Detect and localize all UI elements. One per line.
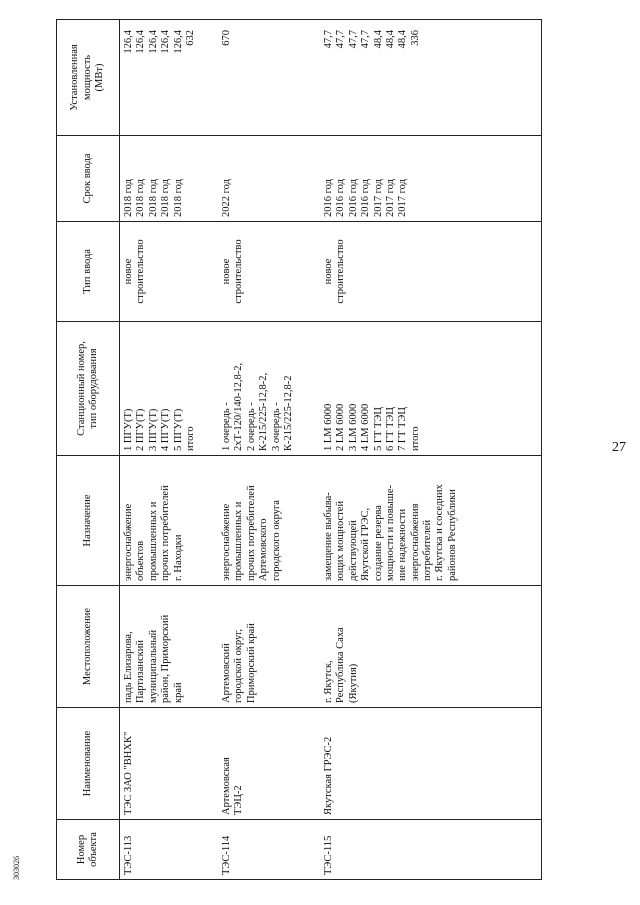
- header-name: Наименование: [57, 708, 120, 820]
- power-plants-table: [56, 19, 542, 880]
- header-equipment: Станционный номер, тип оборудования: [57, 322, 120, 456]
- cell-name: ТЭС ЗАО "ВНХК": [120, 708, 219, 820]
- header-capacity: Установленная мощность (МВт): [57, 20, 120, 136]
- cell-input-type: новое строительство: [218, 222, 320, 322]
- cell-input-type: новое строительство: [120, 222, 219, 322]
- table-row: [320, 20, 542, 880]
- cell-input-date: 2016 год 2016 год 2016 год 2016 год 2017 год 2017 год 2017 год: [320, 136, 542, 222]
- cell-location: г. Якутск, Республика Саха (Якутия): [320, 586, 542, 708]
- cell-location: Артемовский городской округ, Приморский край: [218, 586, 320, 708]
- table-row: [218, 20, 320, 880]
- cell-purpose: энергоснабжение объектов промышленных и прочих потребителей г. Находки: [120, 456, 219, 586]
- rotated-page: [12, 20, 626, 880]
- cell-capacity: 47,7 47,7 47,7 47,7 48,4 48,4 48,4 336: [320, 20, 542, 136]
- header-purpose: Назначение: [57, 456, 120, 586]
- cell-number: ТЭС-113: [120, 820, 219, 880]
- table-header-row: [57, 20, 120, 880]
- cell-equipment: 1 LM 6000 2 LM 6000 3 LM 6000 4 LM 6000 5 ГТ ТЭЦ 6 ГТ ТЭЦ 7 ГТ ТЭЦ итого: [320, 322, 542, 456]
- header-input-type: Тип ввода: [57, 222, 120, 322]
- cell-equipment: 1 очередь - 2хТ-120/140-12,8-2, 2 очередь - К-215/225-12,8-2, 3 очередь - К-215/225-12,8-2: [218, 322, 320, 456]
- cell-name: Якутская ГРЭС-2: [320, 708, 542, 820]
- cell-number: ТЭС-114: [218, 820, 320, 880]
- cell-location: падь Елизарова, Партизанский муниципальный район, Приморский край: [120, 586, 219, 708]
- cell-input-type: новое строительство: [320, 222, 542, 322]
- cell-number: ТЭС-115: [320, 820, 542, 880]
- header-number: Номер объекта: [57, 820, 120, 880]
- page-number: 27: [612, 440, 626, 455]
- header-input-date: Срок ввода: [57, 136, 120, 222]
- cell-purpose: энергоснабжение промышленных и прочих потребителей Артемовского городского округа: [218, 456, 320, 586]
- cell-input-date: 2018 год 2018 год 2018 год 2018 год 2018 год: [120, 136, 219, 222]
- document-code: 303026: [12, 856, 21, 880]
- cell-input-date: 2022 год: [218, 136, 320, 222]
- cell-capacity: 126,4 126,4 126,4 126,4 126,4 632: [120, 20, 219, 136]
- cell-purpose: замещение выбыва- ющих мощностей действующей Якутской ГРЭС, создание резерва мощности и повыше- ние надежности энергоснабжения потребителей г. Якутска и соседних районов Республики: [320, 456, 542, 586]
- cell-name: Артемовская ТЭЦ-2: [218, 708, 320, 820]
- cell-equipment: 1 ПГУ(Т) 2 ПГУ(Т) 3 ПГУ(Т) 4 ПГУ(Т) 5 ПГУ(Т) итого: [120, 322, 219, 456]
- table-row: [120, 20, 219, 880]
- header-location: Местоположение: [57, 586, 120, 708]
- cell-capacity: 670: [218, 20, 320, 136]
